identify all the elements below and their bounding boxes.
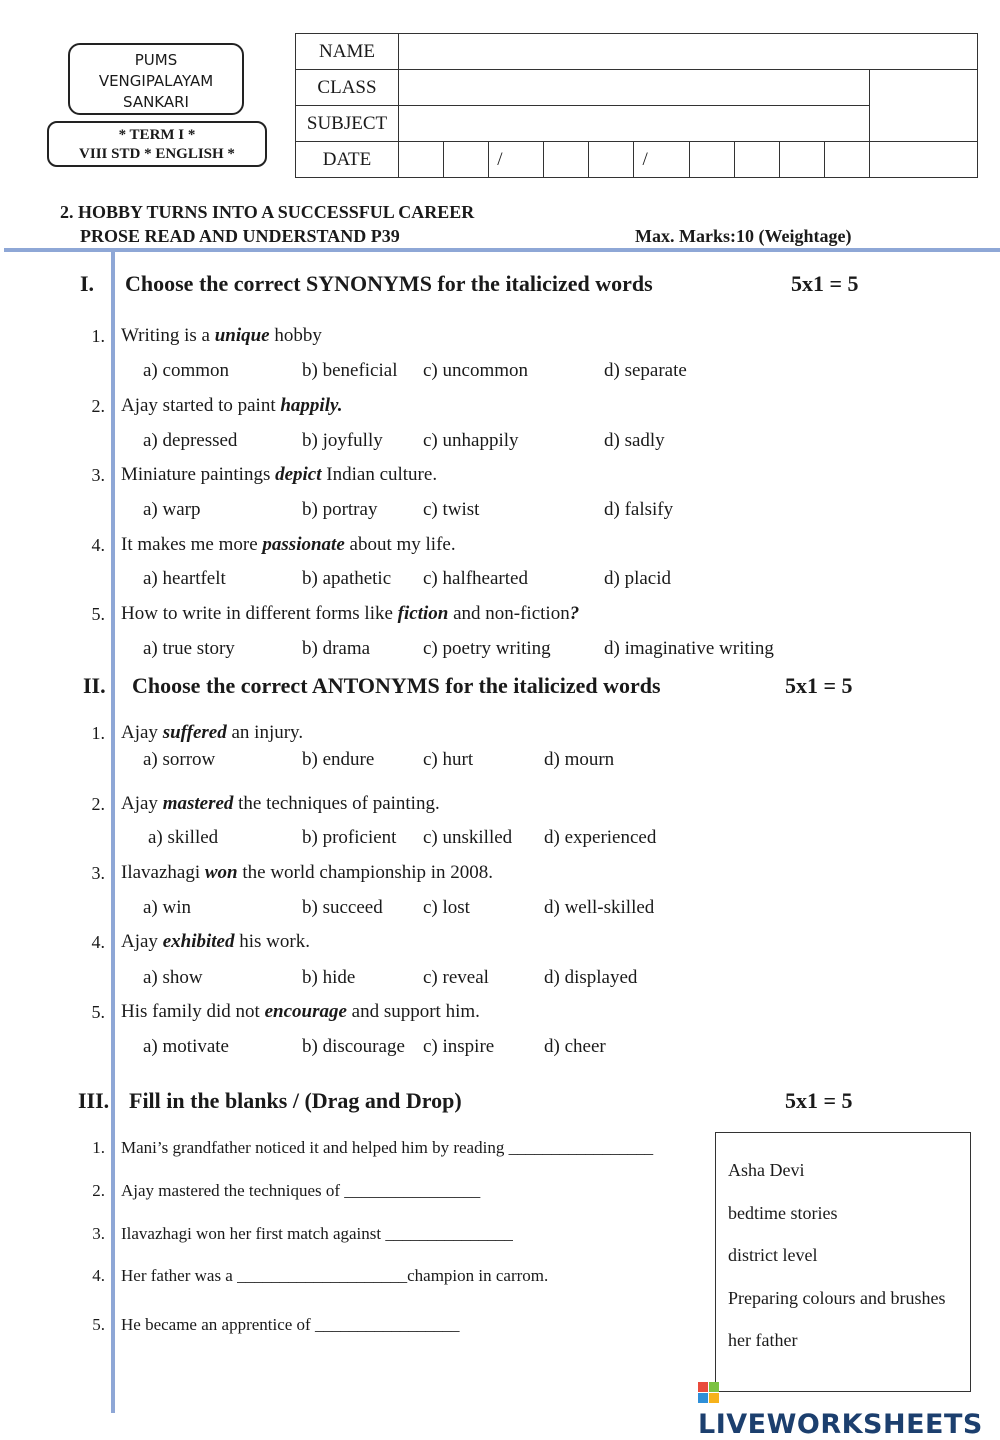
school-line-1: PUMS <box>134 51 178 69</box>
option-d[interactable]: d) cheer <box>544 1036 606 1057</box>
question-number: 2. <box>92 1181 105 1200</box>
option-b[interactable]: b) beneficial <box>302 360 398 381</box>
max-marks: Max. Marks:10 (Weightage) <box>635 226 852 246</box>
margin-rule <box>111 252 115 1413</box>
horizontal-rule <box>4 248 1000 252</box>
date-cell[interactable] <box>689 142 734 178</box>
class-field[interactable] <box>399 70 870 106</box>
option-b[interactable]: b) portray <box>302 499 378 520</box>
question-text-pre: Ajay <box>121 722 163 743</box>
question-number: 2. <box>91 396 105 416</box>
question-text <box>121 931 310 953</box>
option-d[interactable]: d) sadly <box>604 430 665 451</box>
italic-question-mark: ? <box>569 603 580 624</box>
question-text <box>121 722 303 744</box>
option-a[interactable]: a) depressed <box>143 430 238 451</box>
question-number: 1. <box>91 723 105 743</box>
question-text-post: the techniques of painting. <box>233 793 440 814</box>
option-c[interactable]: c) uncommon <box>423 360 529 381</box>
lesson-title: 2. HOBBY TURNS INTO A SUCCESSFUL CAREER <box>60 202 475 222</box>
option-a[interactable]: a) heartfelt <box>143 568 226 589</box>
question-text-post: his work. <box>234 931 310 952</box>
section-3-marks: 5x1 = 5 <box>785 1088 853 1113</box>
info-blank-cell <box>870 70 978 142</box>
fill-blank-question[interactable]: Mani’s grandfather noticed it and helped him by reading _________________ <box>121 1138 654 1157</box>
draggable-word[interactable]: bedtime stories <box>728 1203 838 1223</box>
option-b[interactable]: b) discourage <box>302 1036 405 1057</box>
name-label: NAME <box>296 34 399 70</box>
italic-keyword: exhibited <box>162 931 235 952</box>
option-d[interactable]: d) imaginative writing <box>604 638 774 659</box>
date-cell[interactable] <box>824 142 869 178</box>
question-number: 3. <box>92 1224 105 1243</box>
option-b[interactable]: b) succeed <box>302 897 383 918</box>
section-2-marks: 5x1 = 5 <box>785 673 853 698</box>
italic-keyword: fiction <box>397 603 449 624</box>
question-text-post: and support him. <box>346 1001 480 1022</box>
option-d[interactable]: d) well-skilled <box>544 897 655 918</box>
option-a[interactable]: a) skilled <box>148 827 219 848</box>
option-c[interactable]: c) inspire <box>423 1036 495 1057</box>
question-text <box>121 464 437 486</box>
question-text-post: the world championship in 2008. <box>237 862 494 883</box>
date-cell[interactable] <box>589 142 634 178</box>
option-b[interactable]: b) hide <box>302 967 356 988</box>
option-c[interactable]: c) halfhearted <box>423 568 528 589</box>
option-a[interactable]: a) show <box>143 967 203 988</box>
italic-keyword: suffered <box>162 722 227 743</box>
section-3-number: III. <box>78 1088 110 1113</box>
liveworksheets-logo <box>698 1378 1000 1440</box>
italic-keyword: depict <box>275 464 322 485</box>
name-field[interactable] <box>399 34 978 70</box>
class-label: CLASS <box>296 70 399 106</box>
option-b[interactable]: b) drama <box>302 638 371 659</box>
option-d[interactable]: d) mourn <box>544 749 615 770</box>
fill-blank-question[interactable]: Ilavazhagi won her first match against _______________ <box>121 1224 513 1243</box>
question-number: 5. <box>91 1002 105 1022</box>
section-2-title: Choose the correct ANTONYMS for the italicized words <box>132 673 661 698</box>
section-1-title: Choose the correct SYNONYMS for the italicized words <box>125 271 653 296</box>
italic-keyword: unique <box>214 325 270 346</box>
question-number: 3. <box>91 465 105 485</box>
date-cell[interactable] <box>399 142 444 178</box>
question-text <box>121 603 579 625</box>
school-line-3: SANKARI <box>123 93 189 111</box>
draggable-word[interactable]: Asha Devi <box>728 1160 805 1180</box>
logo-text: LIVEWORKSHEETS <box>698 1409 983 1440</box>
fill-blank-question[interactable]: He became an apprentice of _________________ <box>121 1315 460 1334</box>
option-c[interactable]: c) twist <box>423 499 480 520</box>
fill-blank-question[interactable]: Her father was a ____________________champion in carrom. <box>121 1266 549 1285</box>
question-number: 4. <box>91 932 105 952</box>
subject-label: SUBJECT <box>296 106 399 142</box>
option-c[interactable]: c) poetry writing <box>423 638 551 659</box>
date-separator: / <box>489 142 544 178</box>
term-line-2: VIII STD * ENGLISH * <box>79 146 235 162</box>
liveworksheets-icon <box>698 1382 720 1404</box>
option-a[interactable]: a) win <box>143 897 192 918</box>
term-box <box>47 121 267 167</box>
fill-blank-question[interactable]: Ajay mastered the techniques of ________________ <box>121 1181 481 1200</box>
italic-keyword: passionate <box>262 534 345 555</box>
question-text-post: about my life. <box>344 534 456 555</box>
question-text <box>121 862 493 884</box>
italic-keyword: won <box>204 862 238 883</box>
option-b[interactable]: b) apathetic <box>302 568 392 589</box>
question-text <box>121 793 440 815</box>
question-text <box>121 1001 480 1023</box>
question-number: 5. <box>91 604 105 624</box>
draggable-word[interactable]: Preparing colours and brushes <box>728 1288 946 1308</box>
date-cell[interactable] <box>544 142 589 178</box>
date-cell[interactable] <box>734 142 779 178</box>
school-line-2: VENGIPALAYAM <box>98 72 214 90</box>
draggable-word[interactable]: her father <box>728 1330 798 1350</box>
question-text <box>121 395 342 417</box>
question-text <box>121 534 456 556</box>
option-b[interactable]: b) endure <box>302 749 375 770</box>
question-text-pre: Ajay <box>121 793 163 814</box>
school-name-box <box>68 43 244 115</box>
date-cell[interactable] <box>444 142 489 178</box>
option-a[interactable]: a) motivate <box>143 1036 229 1057</box>
italic-keyword: mastered <box>162 793 234 814</box>
question-number: 1. <box>91 326 105 346</box>
section-2-number: II. <box>83 673 106 698</box>
question-text-pre: Ilavazhagi <box>121 862 205 883</box>
question-text-pre: Ajay <box>121 931 163 952</box>
term-line-1: * TERM I * <box>118 127 196 143</box>
date-cell[interactable] <box>870 142 978 178</box>
question-text-post: and non-fiction <box>448 603 570 624</box>
student-info-table <box>295 33 978 178</box>
option-c[interactable]: c) reveal <box>423 967 489 988</box>
option-c[interactable]: c) lost <box>423 897 470 918</box>
question-text-pre: His family did not <box>121 1001 265 1022</box>
option-c[interactable]: c) unhappily <box>423 430 519 451</box>
option-d[interactable]: d) separate <box>604 360 687 381</box>
option-c[interactable]: c) unskilled <box>423 827 513 848</box>
option-d[interactable]: d) displayed <box>544 967 638 988</box>
option-a[interactable]: a) true story <box>143 638 235 659</box>
question-text-post: hobby <box>269 325 322 346</box>
lesson-subtitle: PROSE READ AND UNDERSTAND P39 <box>80 226 400 246</box>
option-b[interactable]: b) joyfully <box>302 430 383 451</box>
section-1-marks: 5x1 = 5 <box>791 271 859 296</box>
question-text-pre: Miniature paintings <box>121 464 276 485</box>
question-text <box>121 325 322 347</box>
option-d[interactable]: d) placid <box>604 568 672 589</box>
date-label: DATE <box>296 142 399 178</box>
option-a[interactable]: a) common <box>143 360 230 381</box>
option-a[interactable]: a) sorrow <box>143 749 216 770</box>
date-separator: / <box>634 142 689 178</box>
question-number: 5. <box>92 1315 105 1334</box>
date-cell[interactable] <box>779 142 824 178</box>
italic-keyword: happily. <box>280 395 343 416</box>
question-text-pre: How to write in different forms like <box>121 603 398 624</box>
subject-field[interactable] <box>399 106 870 142</box>
question-text-pre: Writing is a <box>121 325 215 346</box>
question-number: 1. <box>92 1138 105 1157</box>
question-number: 2. <box>91 794 105 814</box>
draggable-word[interactable]: district level <box>728 1245 818 1265</box>
section-3-title: Fill in the blanks / (Drag and Drop) <box>129 1088 462 1113</box>
option-d[interactable]: d) experienced <box>544 827 657 848</box>
option-a[interactable]: a) warp <box>143 499 201 520</box>
question-number: 4. <box>92 1266 105 1285</box>
question-text-pre: Ajay started to paint <box>121 395 281 416</box>
option-d[interactable]: d) falsify <box>604 499 674 520</box>
question-text-post: Indian culture. <box>321 464 438 485</box>
question-number: 3. <box>91 863 105 883</box>
section-1-number: I. <box>80 271 95 296</box>
italic-keyword: encourage <box>264 1001 347 1022</box>
question-text-post: an injury. <box>226 722 304 743</box>
option-c[interactable]: c) hurt <box>423 749 474 770</box>
question-number: 4. <box>91 535 105 555</box>
option-b[interactable]: b) proficient <box>302 827 397 848</box>
question-text-pre: It makes me more <box>121 534 263 555</box>
